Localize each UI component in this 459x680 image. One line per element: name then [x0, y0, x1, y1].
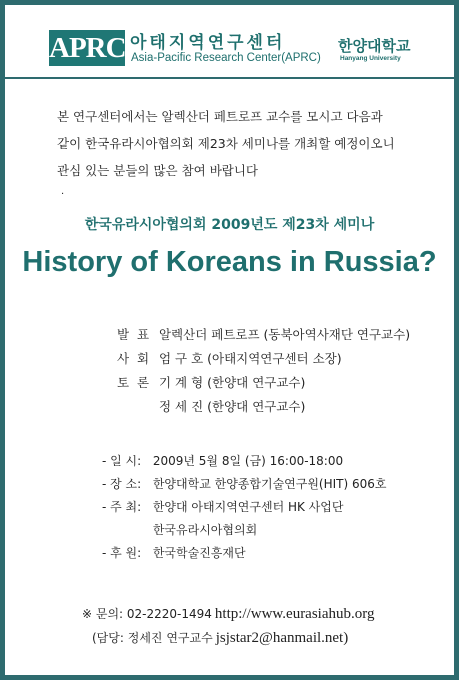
- seminar-title: History of Koreans in Russia?: [22, 246, 437, 278]
- role-value: 기 계 형 (한양대 연구교수): [158, 375, 306, 390]
- aprc-logo: APRC: [49, 32, 126, 64]
- detail-label: - 주 최:: [102, 500, 142, 514]
- role-value: 알렉산더 페트로프 (동북아역사재단 연구교수): [158, 327, 411, 342]
- role-value: 정 세 진 (한양대 연구교수): [158, 399, 306, 414]
- contact-line-person: [92, 629, 348, 647]
- participant-list: [117, 323, 410, 419]
- intro-paragraph: [57, 103, 437, 184]
- role-label: 발 표: [117, 327, 152, 342]
- seminar-subtitle: 한국유라시아협의회 2009년도 제23차 세미나: [84, 217, 375, 233]
- participant-row: [117, 323, 410, 347]
- detail-label: - 장 소:: [102, 477, 142, 491]
- detail-row: [102, 519, 387, 542]
- header: [5, 5, 454, 79]
- role-label: 토 론: [117, 375, 152, 390]
- contact-phone: ※ 문의: 02-2220-1494: [82, 607, 212, 621]
- university-name-korean: 한양대학교: [338, 37, 411, 55]
- detail-value: 한국유라시아협의회: [152, 523, 258, 537]
- center-name-english: Asia-Pacific Research Center(APRC): [131, 52, 321, 64]
- role-value: 엄 구 호 (아태지역연구센터 소장): [158, 351, 342, 366]
- contact-email[interactable]: jsjstar2@hanmail.net): [215, 630, 349, 646]
- intro-line: 같이 한국유라시아협의회 제23차 세미나를 개최할 예정이오니: [57, 136, 395, 151]
- contact-line-phone: [82, 605, 374, 623]
- detail-value: 한양대학교 한양종합기술연구원(HIT) 606호: [152, 477, 387, 491]
- center-name-korean: 아태지역연구센터: [130, 33, 286, 53]
- detail-row: [102, 450, 387, 473]
- detail-row: [102, 473, 387, 496]
- participant-row: [117, 395, 410, 419]
- role-label: 사 회: [117, 351, 152, 366]
- participant-row: [117, 347, 410, 371]
- participant-row: [117, 371, 410, 395]
- university-name-english: Hanyang University: [340, 55, 401, 62]
- website-link[interactable]: http://www.eurasiahub.org: [214, 606, 375, 622]
- detail-value: 한양대 아태지역연구센터 HK 사업단: [152, 500, 344, 514]
- intro-dot: .: [61, 186, 65, 197]
- intro-line: 본 연구센터에서는 알렉산더 페트로프 교수를 모시고 다음과: [57, 109, 383, 124]
- intro-line: 관심 있는 분들의 많은 참여 바랍니다: [57, 163, 258, 178]
- event-details: [102, 450, 387, 565]
- detail-row: [102, 542, 387, 565]
- detail-label: - 일 시:: [102, 454, 142, 468]
- detail-row: [102, 496, 387, 519]
- contact-person: (담당: 정세진 연구교수: [92, 631, 213, 645]
- detail-label: - 후 원:: [102, 546, 142, 560]
- detail-value: 한국학술진흥재단: [152, 546, 246, 560]
- detail-value: 2009년 5월 8일 (금) 16:00-18:00: [152, 454, 344, 468]
